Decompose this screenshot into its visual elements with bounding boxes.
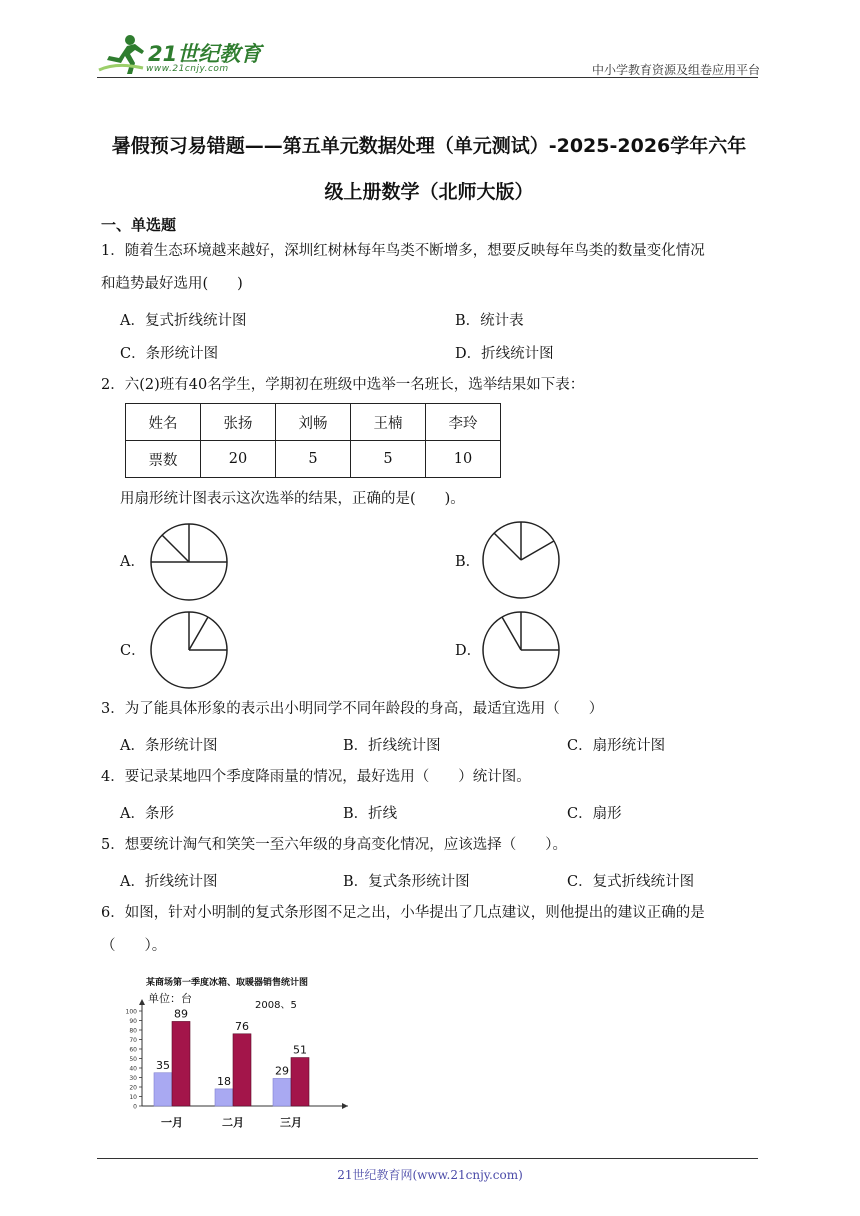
table-cell: 票数 [126, 441, 201, 478]
q3-option-c[interactable]: C．扇形统计图 [567, 738, 666, 754]
table-header-cell: 王楠 [351, 404, 426, 441]
logo [97, 34, 147, 80]
q3-option-b[interactable]: B．折线统计图 [343, 738, 441, 754]
bar [291, 1058, 309, 1106]
y-tick-label: 60 [129, 1046, 137, 1054]
category-label: 二月 [222, 1116, 244, 1129]
footer-text: 21世纪教育网(www.21cnjy.com) [337, 1168, 523, 1182]
page-title-line2: 级上册数学（北师大版） [324, 181, 534, 203]
pie-option-a[interactable] [148, 521, 230, 603]
data-label: 51 [293, 1043, 307, 1057]
q1-option-c[interactable]: C．条形统计图 [120, 346, 219, 362]
table-row [126, 441, 501, 478]
table-cell: 5 [351, 441, 426, 478]
table-cell: 10 [426, 441, 501, 478]
header-divider [97, 77, 758, 78]
q4-option-a[interactable]: A．条形 [120, 806, 174, 822]
q2-prompt: 用扇形统计图表示这次选举的结果，正确的是( )。 [120, 491, 465, 507]
brand-url: www.21cnjy.com [146, 64, 229, 74]
data-label: 18 [217, 1074, 231, 1088]
y-tick-label: 40 [129, 1065, 137, 1073]
table-header-cell: 刘畅 [276, 404, 351, 441]
category-label: 一月 [161, 1116, 183, 1129]
y-axis-arrow [139, 999, 145, 1005]
votes-table [125, 403, 501, 478]
data-label: 76 [235, 1019, 249, 1033]
q3-stem: 3．为了能具体形象的表示出小明同学不同年龄段的身高，最适宜选用（ ） [101, 701, 604, 717]
y-tick-label: 20 [129, 1084, 137, 1092]
q2-option-d[interactable]: D． [455, 643, 482, 659]
q5-option-b[interactable]: B．复式条形统计图 [343, 874, 470, 890]
y-tick-label: 70 [129, 1037, 137, 1044]
brand-name: 21世纪教育 [148, 42, 262, 66]
y-tick-label: 0 [133, 1103, 137, 1111]
footer-divider [97, 1158, 758, 1159]
y-tick-label: 50 [129, 1056, 137, 1063]
q1-option-a[interactable]: A．复式折线统计图 [120, 313, 247, 329]
q3-option-a[interactable]: A．条形统计图 [120, 738, 218, 754]
q5-stem: 5．想要统计淘气和笑笑一至六年级的身高变化情况，应该选择（ ）。 [101, 837, 567, 853]
q4-option-c[interactable]: C．扇形 [567, 806, 622, 822]
q2-option-c[interactable]: C． [120, 643, 146, 659]
q1-option-d[interactable]: D．折线统计图 [455, 346, 554, 362]
chart-unit: 单位：台 [148, 992, 192, 1005]
q6-stem-line2: （ ）。 [101, 938, 167, 954]
bar [273, 1078, 291, 1106]
bar [233, 1034, 251, 1106]
q4-option-b[interactable]: B．折线 [343, 806, 398, 822]
page-title-line1: 暑假预习易错题——第五单元数据处理（单元测试）-2025-2026学年六年 [111, 135, 747, 157]
table-cell: 20 [201, 441, 276, 478]
bar [215, 1089, 233, 1106]
y-tick-label: 90 [129, 1018, 137, 1025]
bar-chart [118, 970, 358, 1132]
q5-option-a[interactable]: A．折线统计图 [120, 874, 218, 890]
data-label: 89 [174, 1007, 188, 1021]
x-axis-arrow [342, 1103, 348, 1109]
bar [172, 1021, 190, 1106]
table-row [126, 404, 501, 441]
table-header-cell: 李玲 [426, 404, 501, 441]
y-tick-label: 80 [129, 1027, 137, 1035]
q4-stem: 4．要记录某地四个季度降雨量的情况，最好选用（ ）统计图。 [101, 769, 531, 785]
q2-stem: 2．六(2)班有40名学生，学期初在班级中选举一名班长，选举结果如下表： [101, 377, 585, 393]
table-header-cell: 姓名 [126, 404, 201, 441]
runner-logo-icon [97, 34, 147, 76]
y-tick-label: 30 [129, 1075, 137, 1082]
category-label: 三月 [280, 1116, 302, 1129]
q2-option-a[interactable]: A． [120, 554, 145, 570]
data-label: 35 [156, 1058, 170, 1072]
q1-option-b[interactable]: B．统计表 [455, 313, 524, 329]
q2-option-b[interactable]: B． [455, 554, 481, 570]
pie-option-d[interactable] [480, 609, 562, 691]
chart-title: 某商场第一季度冰箱、取暖器销售统计图 [146, 978, 309, 988]
q1-stem-line2: 和趋势最好选用( ) [101, 276, 243, 292]
table-header-cell: 张扬 [201, 404, 276, 441]
pie-option-b[interactable] [480, 519, 562, 601]
q1-stem-line1: 1．随着生态环境越来越好，深圳红树林每年鸟类不断增多，想要反映每年鸟类的数量变化情况 [101, 243, 705, 259]
bar [154, 1073, 172, 1106]
table-cell: 5 [276, 441, 351, 478]
y-tick-label: 10 [129, 1094, 137, 1101]
chart-date: 2008、5 [255, 1000, 297, 1011]
data-label: 29 [275, 1064, 289, 1078]
q5-option-c[interactable]: C．复式折线统计图 [567, 874, 695, 890]
q6-stem-line1: 6．如图，针对小明制的复式条形图不足之出，小华提出了几点建议，则他提出的建议正确的是 [101, 905, 705, 921]
section-heading: 一、单选题 [101, 216, 177, 234]
header-platform-text: 中小学教育资源及组卷应用平台 [591, 63, 760, 77]
y-tick-label: 100 [125, 1008, 137, 1016]
pie-option-c[interactable] [148, 609, 230, 691]
